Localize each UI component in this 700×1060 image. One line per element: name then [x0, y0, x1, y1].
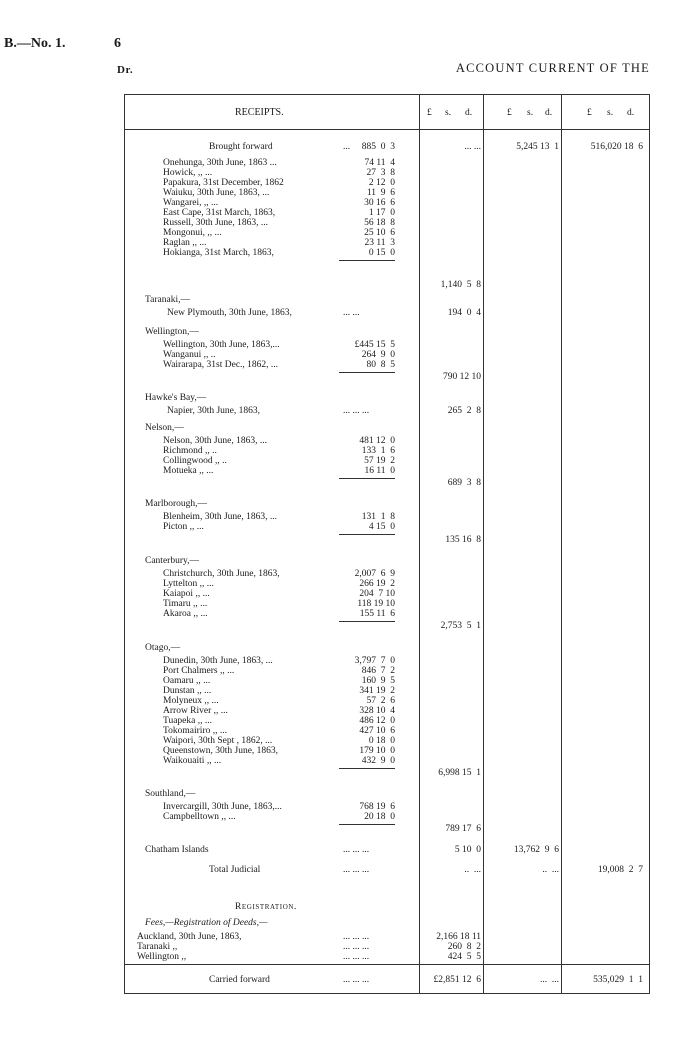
inner-amount: 160 9 5	[361, 676, 395, 686]
receipts-header: RECEIPTS.	[235, 107, 284, 118]
inner-amount: 131 1 8	[361, 512, 395, 522]
inner-amount: 155 11 6	[359, 609, 395, 619]
subtotal-rule	[339, 768, 395, 769]
col2-amount: ... ...	[540, 975, 559, 985]
subtotal-rule	[339, 621, 395, 622]
col1-amount: .. ...	[464, 865, 481, 875]
inner-amount: 427 10 6	[359, 726, 395, 736]
row-label: Oamaru ,, ...	[163, 676, 211, 686]
c3-pence-header: d.	[627, 108, 635, 118]
subtotal-rule	[339, 478, 395, 479]
inner-amount: 0 18 0	[368, 736, 395, 746]
row-label: East Cape, 31st March, 1863,	[163, 208, 276, 218]
row-label: Invercargill, 30th June, 1863,...	[163, 802, 282, 812]
row-label: Howick, ,, ...	[163, 168, 213, 178]
leader-dots: ... ... ...	[343, 952, 370, 962]
row-label: Tokomairiro ,, ...	[163, 726, 227, 736]
inner-amount: 25 10 6	[364, 228, 395, 238]
row-label: Raglan ,, ...	[163, 238, 207, 248]
inner-amount: 481 12 0	[359, 436, 395, 446]
inner-amount: 1 17 0	[368, 208, 395, 218]
inner-amount: £445 15 5	[354, 340, 395, 350]
inner-amount: 204 7 10	[359, 589, 395, 599]
c1-pence-header: d.	[465, 108, 473, 118]
col3-amount: 516,020 18 6	[590, 142, 643, 152]
row-label: Tuapeka ,, ...	[163, 716, 212, 726]
col1-amount: 790 12 10	[443, 372, 481, 382]
row-label: New Plymouth, 30th June, 1863,	[167, 308, 292, 318]
inner-amount: 2,007 6 9	[354, 569, 395, 579]
inner-amount: 846 7 2	[361, 666, 395, 676]
inner-amount: 133 1 6	[361, 446, 395, 456]
row-label: Otago,—	[145, 643, 181, 653]
inner-amount: 27 3 8	[366, 168, 395, 178]
row-label: Blenheim, 30th June, 1863, ...	[163, 512, 277, 522]
document-code: B.—No. 1.	[4, 36, 66, 51]
row-label: Hawke's Bay,—	[145, 393, 207, 403]
c1-shilling-header: s.	[445, 108, 452, 118]
leader-dots: ... ... ...	[343, 865, 370, 875]
inner-amount: 57 19 2	[364, 456, 395, 466]
row-label: Richmond ,, ..	[163, 446, 217, 456]
subtotal-rule	[339, 260, 395, 261]
c2-pound-header: £	[507, 108, 512, 118]
row-label: Wellington, 30th June, 1863,...	[163, 340, 280, 350]
col1-amount: 2,166 18 11	[436, 932, 481, 942]
row-label: Total Judicial	[209, 865, 261, 875]
col2-amount: 5,245 13 1	[516, 142, 559, 152]
inner-amount: 4 15 0	[368, 522, 395, 532]
c3-pound-header: £	[587, 108, 592, 118]
row-label: Wellington,—	[145, 327, 199, 337]
account-title: ACCOUNT CURRENT OF THE	[455, 61, 650, 75]
account-table	[124, 94, 650, 994]
subtotal-rule	[339, 534, 395, 535]
row-label: Campbelltown ,, ...	[163, 812, 236, 822]
inner-amount: 80 8 5	[366, 360, 395, 370]
row-label: Wellington ,,	[137, 952, 187, 962]
col1-amount: ... ...	[464, 142, 481, 152]
row-label: Onehunga, 30th June, 1863 ...	[163, 158, 277, 168]
row-label: Auckland, 30th June, 1863,	[137, 932, 242, 942]
row-label: Southland,—	[145, 789, 196, 799]
leader-dots: ... ... ...	[343, 845, 370, 855]
inner-amount: 3,797 7 0	[354, 656, 395, 666]
subtotal-rule	[339, 824, 395, 825]
inner-amount: 768 19 6	[359, 802, 395, 812]
row-label: Queenstown, 30th June, 1863,	[163, 746, 279, 756]
row-label: Taranaki ,,	[137, 942, 178, 952]
inner-amount: 266 19 2	[359, 579, 395, 589]
c1-pound-header: £	[427, 108, 432, 118]
row-label: Nelson, 30th June, 1863, ...	[163, 436, 267, 446]
col1-amount: £2,851 12 6	[433, 975, 481, 985]
inner-amount: 57 2 6	[366, 696, 395, 706]
row-label: Waikouaiti ,, ...	[163, 756, 222, 766]
inner-amount: 486 12 0	[359, 716, 395, 726]
row-label: Registration.	[235, 902, 298, 912]
col1-amount: 135 16 8	[445, 535, 481, 545]
debit-marker: Dr.	[117, 64, 134, 76]
row-label: Marlborough,—	[145, 499, 208, 509]
row-label: Hokianga, 31st March, 1863,	[163, 248, 274, 258]
col1-amount: 265 2 8	[447, 406, 481, 416]
row-label: Christchurch, 30th June, 1863,	[163, 569, 280, 579]
page-number: 6	[114, 36, 121, 51]
row-label: Motueka ,, ...	[163, 466, 214, 476]
leader-dots: ... ... ...	[343, 942, 370, 952]
row-label: Brought forward	[209, 142, 273, 152]
col1-amount: 689 3 8	[447, 478, 481, 488]
inner-amount: 328 10 4	[359, 706, 395, 716]
inner-amount: 341 19 2	[359, 686, 395, 696]
row-label: Dunstan ,, ...	[163, 686, 212, 696]
row-label: Picton ,, ...	[163, 522, 204, 532]
c3-shilling-header: s.	[607, 108, 614, 118]
row-label: Carried forward	[209, 975, 270, 985]
row-label: Fees,—Registration of Deeds,—	[145, 918, 268, 928]
col1-amount: 789 17 6	[445, 824, 481, 834]
row-label: Timaru ,, ...	[163, 599, 208, 609]
col1-amount: 6,998 15 1	[438, 768, 481, 778]
row-label: Arrow River ,, ...	[163, 706, 228, 716]
row-label: Kaiapoi ,, ...	[163, 589, 210, 599]
row-label: Dunedin, 30th June, 1863, ...	[163, 656, 273, 666]
row-label: Waipori, 30th Sept , 1862, ...	[163, 736, 273, 746]
c2-shilling-header: s.	[527, 108, 534, 118]
inner-amount: 264 9 0	[361, 350, 395, 360]
inner-amount: 885 0 3	[361, 142, 395, 152]
row-label: Russell, 30th June, 1863, ...	[163, 218, 269, 228]
col3-amount: 19,008 2 7	[597, 865, 643, 875]
row-label: Wairarapa, 31st Dec., 1862, ...	[163, 360, 279, 370]
leader-dots: ...	[343, 142, 351, 152]
inner-amount: 30 16 6	[364, 198, 395, 208]
row-label: Wangarei, ,, ...	[163, 198, 219, 208]
row-label: Akaroa ,, ...	[163, 609, 208, 619]
row-label: Lyttelton ,, ...	[163, 579, 214, 589]
inner-amount: 11 9 6	[366, 188, 395, 198]
row-label: Wanganui ,, ..	[163, 350, 216, 360]
row-label: Nelson,—	[145, 423, 184, 433]
row-label: Chatham Islands	[145, 845, 209, 855]
row-label: Molyneux ,, ...	[163, 696, 219, 706]
inner-amount: 179 10 0	[359, 746, 395, 756]
c2-pence-header: d.	[545, 108, 553, 118]
col2-amount: 13,762 9 6	[513, 845, 559, 855]
col1-amount: 260 8 2	[447, 942, 481, 952]
leader-dots: ... ...	[343, 308, 360, 318]
col1-amount: 5 10 0	[454, 845, 481, 855]
col1-amount: 194 0 4	[447, 308, 481, 318]
leader-dots: ... ... ...	[343, 406, 370, 416]
row-label: Collingwood ,, ..	[163, 456, 227, 466]
inner-amount: 56 18 8	[364, 218, 395, 228]
row-label: Papakura, 31st December, 1862	[163, 178, 284, 188]
col3-amount: 535,029 1 1	[593, 975, 643, 985]
inner-amount: 23 11 3	[364, 238, 395, 248]
leader-dots: ... ... ...	[343, 932, 370, 942]
row-label: Mongonui, ,, ...	[163, 228, 222, 238]
inner-amount: 20 18 0	[364, 812, 395, 822]
inner-amount: 118 19 10	[357, 599, 395, 609]
row-label: Canterbury,—	[145, 556, 199, 566]
inner-amount: 16 11 0	[364, 466, 395, 476]
col1-amount: 1,140 5 8	[440, 280, 481, 290]
row-label: Taranaki,—	[145, 295, 190, 305]
row-label: Napier, 30th June, 1863,	[167, 406, 261, 416]
subtotal-rule	[339, 372, 395, 373]
col1-amount: 424 5 5	[447, 952, 481, 962]
col1-amount: 2,753 5 1	[440, 621, 481, 631]
inner-amount: 74 11 4	[364, 158, 395, 168]
row-label: Port Chalmers ,, ...	[163, 666, 235, 676]
col2-amount: .. ...	[542, 865, 559, 875]
inner-amount: 432 9 0	[361, 756, 395, 766]
inner-amount: 2 12 0	[368, 178, 395, 188]
leader-dots: ... ... ...	[343, 975, 370, 985]
inner-amount: 0 15 0	[368, 248, 395, 258]
row-label: Waiuku, 30th June, 1863, ...	[163, 188, 270, 198]
